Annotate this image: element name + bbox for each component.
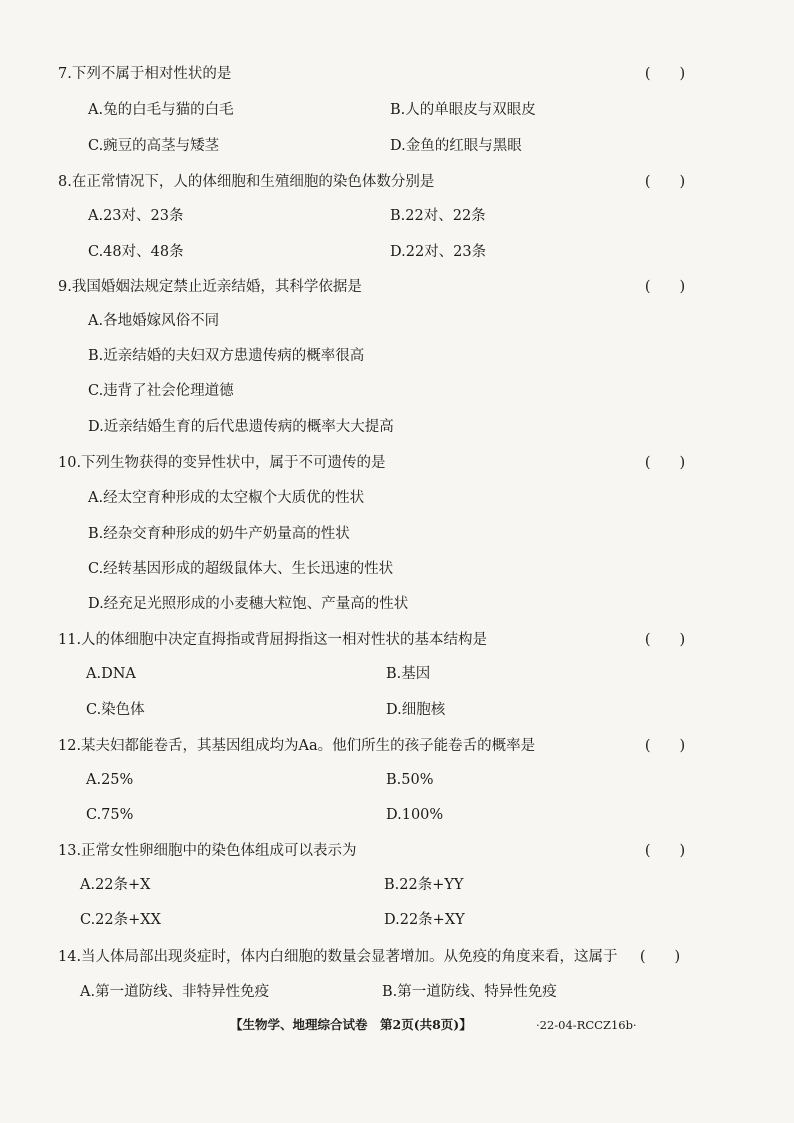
question-14-stem: 14.当人体局部出现炎症时，体内白细胞的数量会显著增加。从免疫的角度来看，这属于 (58, 949, 618, 965)
question-11-option-c: C.染色体 (86, 702, 145, 718)
question-8-option-c: C.48对、48条 (88, 244, 184, 260)
question-9-stem: 9.我国婚姻法规定禁止近亲结婚，其科学依据是 (58, 279, 362, 295)
question-7-answer-blank: ( ) (644, 66, 686, 82)
question-12-answer-blank: ( ) (644, 738, 686, 754)
question-12-option-c: C.75% (86, 807, 134, 823)
question-13-option-a: A.22条+X (80, 877, 151, 893)
question-9-option-b: B.近亲结婚的夫妇双方患遗传病的概率很高 (88, 348, 365, 364)
question-11-option-b: B.基因 (386, 666, 431, 682)
question-12-option-b: B.50% (386, 772, 434, 788)
question-11-option-a: A.DNA (86, 666, 136, 682)
question-12-option-a: A.25% (86, 772, 134, 788)
question-10-option-a: A.经太空育种形成的太空椒个大质优的性状 (88, 490, 365, 506)
question-14-option-a: A.第一道防线、非特异性免疫 (80, 984, 270, 1000)
question-14-answer-blank: ( ) (639, 949, 681, 965)
question-14-option-b: B.第一道防线、特异性免疫 (382, 984, 557, 1000)
question-7-option-d: D.金鱼的红眼与黑眼 (390, 138, 522, 154)
question-7-option-b: B.人的单眼皮与双眼皮 (390, 102, 536, 118)
question-10-option-c: C.经转基因形成的超级鼠体大、生长迅速的性状 (88, 561, 394, 577)
question-9-option-d: D.近亲结婚生育的后代患遗传病的概率大大提高 (88, 419, 394, 435)
question-9-option-c: C.违背了社会伦理道德 (88, 383, 234, 399)
question-8-option-d: D.22对、23条 (390, 244, 487, 260)
question-9-answer-blank: ( ) (644, 279, 686, 295)
question-11-answer-blank: ( ) (644, 632, 686, 648)
question-13-option-b: B.22条+YY (384, 877, 464, 893)
question-11-option-d: D.细胞核 (386, 702, 446, 718)
question-13-option-d: D.22条+XY (384, 912, 465, 928)
question-7-option-a: A.兔的白毛与猫的白毛 (88, 102, 234, 118)
question-10-answer-blank: ( ) (644, 455, 686, 471)
question-9-option-a: A.各地婚嫁风俗不同 (88, 313, 220, 329)
page-footer-code: ·22-04-RCCZ16b· (536, 1018, 637, 1032)
question-7-stem: 7.下列不属于相对性状的是 (58, 66, 232, 82)
page-footer-title: 【生物学、地理综合试卷 第2页(共8页)】 (230, 1017, 472, 1032)
question-13-answer-blank: ( ) (644, 843, 686, 859)
question-12-option-d: D.100% (386, 807, 444, 823)
question-7-option-c: C.豌豆的高茎与矮茎 (88, 138, 220, 154)
question-8-stem: 8.在正常情况下，人的体细胞和生殖细胞的染色体数分别是 (58, 174, 435, 190)
question-10-option-d: D.经充足光照形成的小麦穗大粒饱、产量高的性状 (88, 596, 409, 612)
question-13-stem: 13.正常女性卵细胞中的染色体组成可以表示为 (58, 843, 357, 859)
question-11-stem: 11.人的体细胞中决定直拇指或背屈拇指这一相对性状的基本结构是 (58, 632, 488, 648)
question-13-option-c: C.22条+XX (80, 912, 161, 928)
question-12-stem: 12.某夫妇都能卷舌，其基因组成均为Aa。他们所生的孩子能卷舌的概率是 (58, 738, 536, 754)
question-10-stem: 10.下列生物获得的变异性状中，属于不可遗传的是 (58, 455, 386, 471)
question-8-answer-blank: ( ) (644, 174, 686, 190)
question-8-option-b: B.22对、22条 (390, 208, 486, 224)
question-10-option-b: B.经杂交育种形成的奶牛产奶量高的性状 (88, 526, 350, 542)
question-8-option-a: A.23对、23条 (88, 208, 184, 224)
